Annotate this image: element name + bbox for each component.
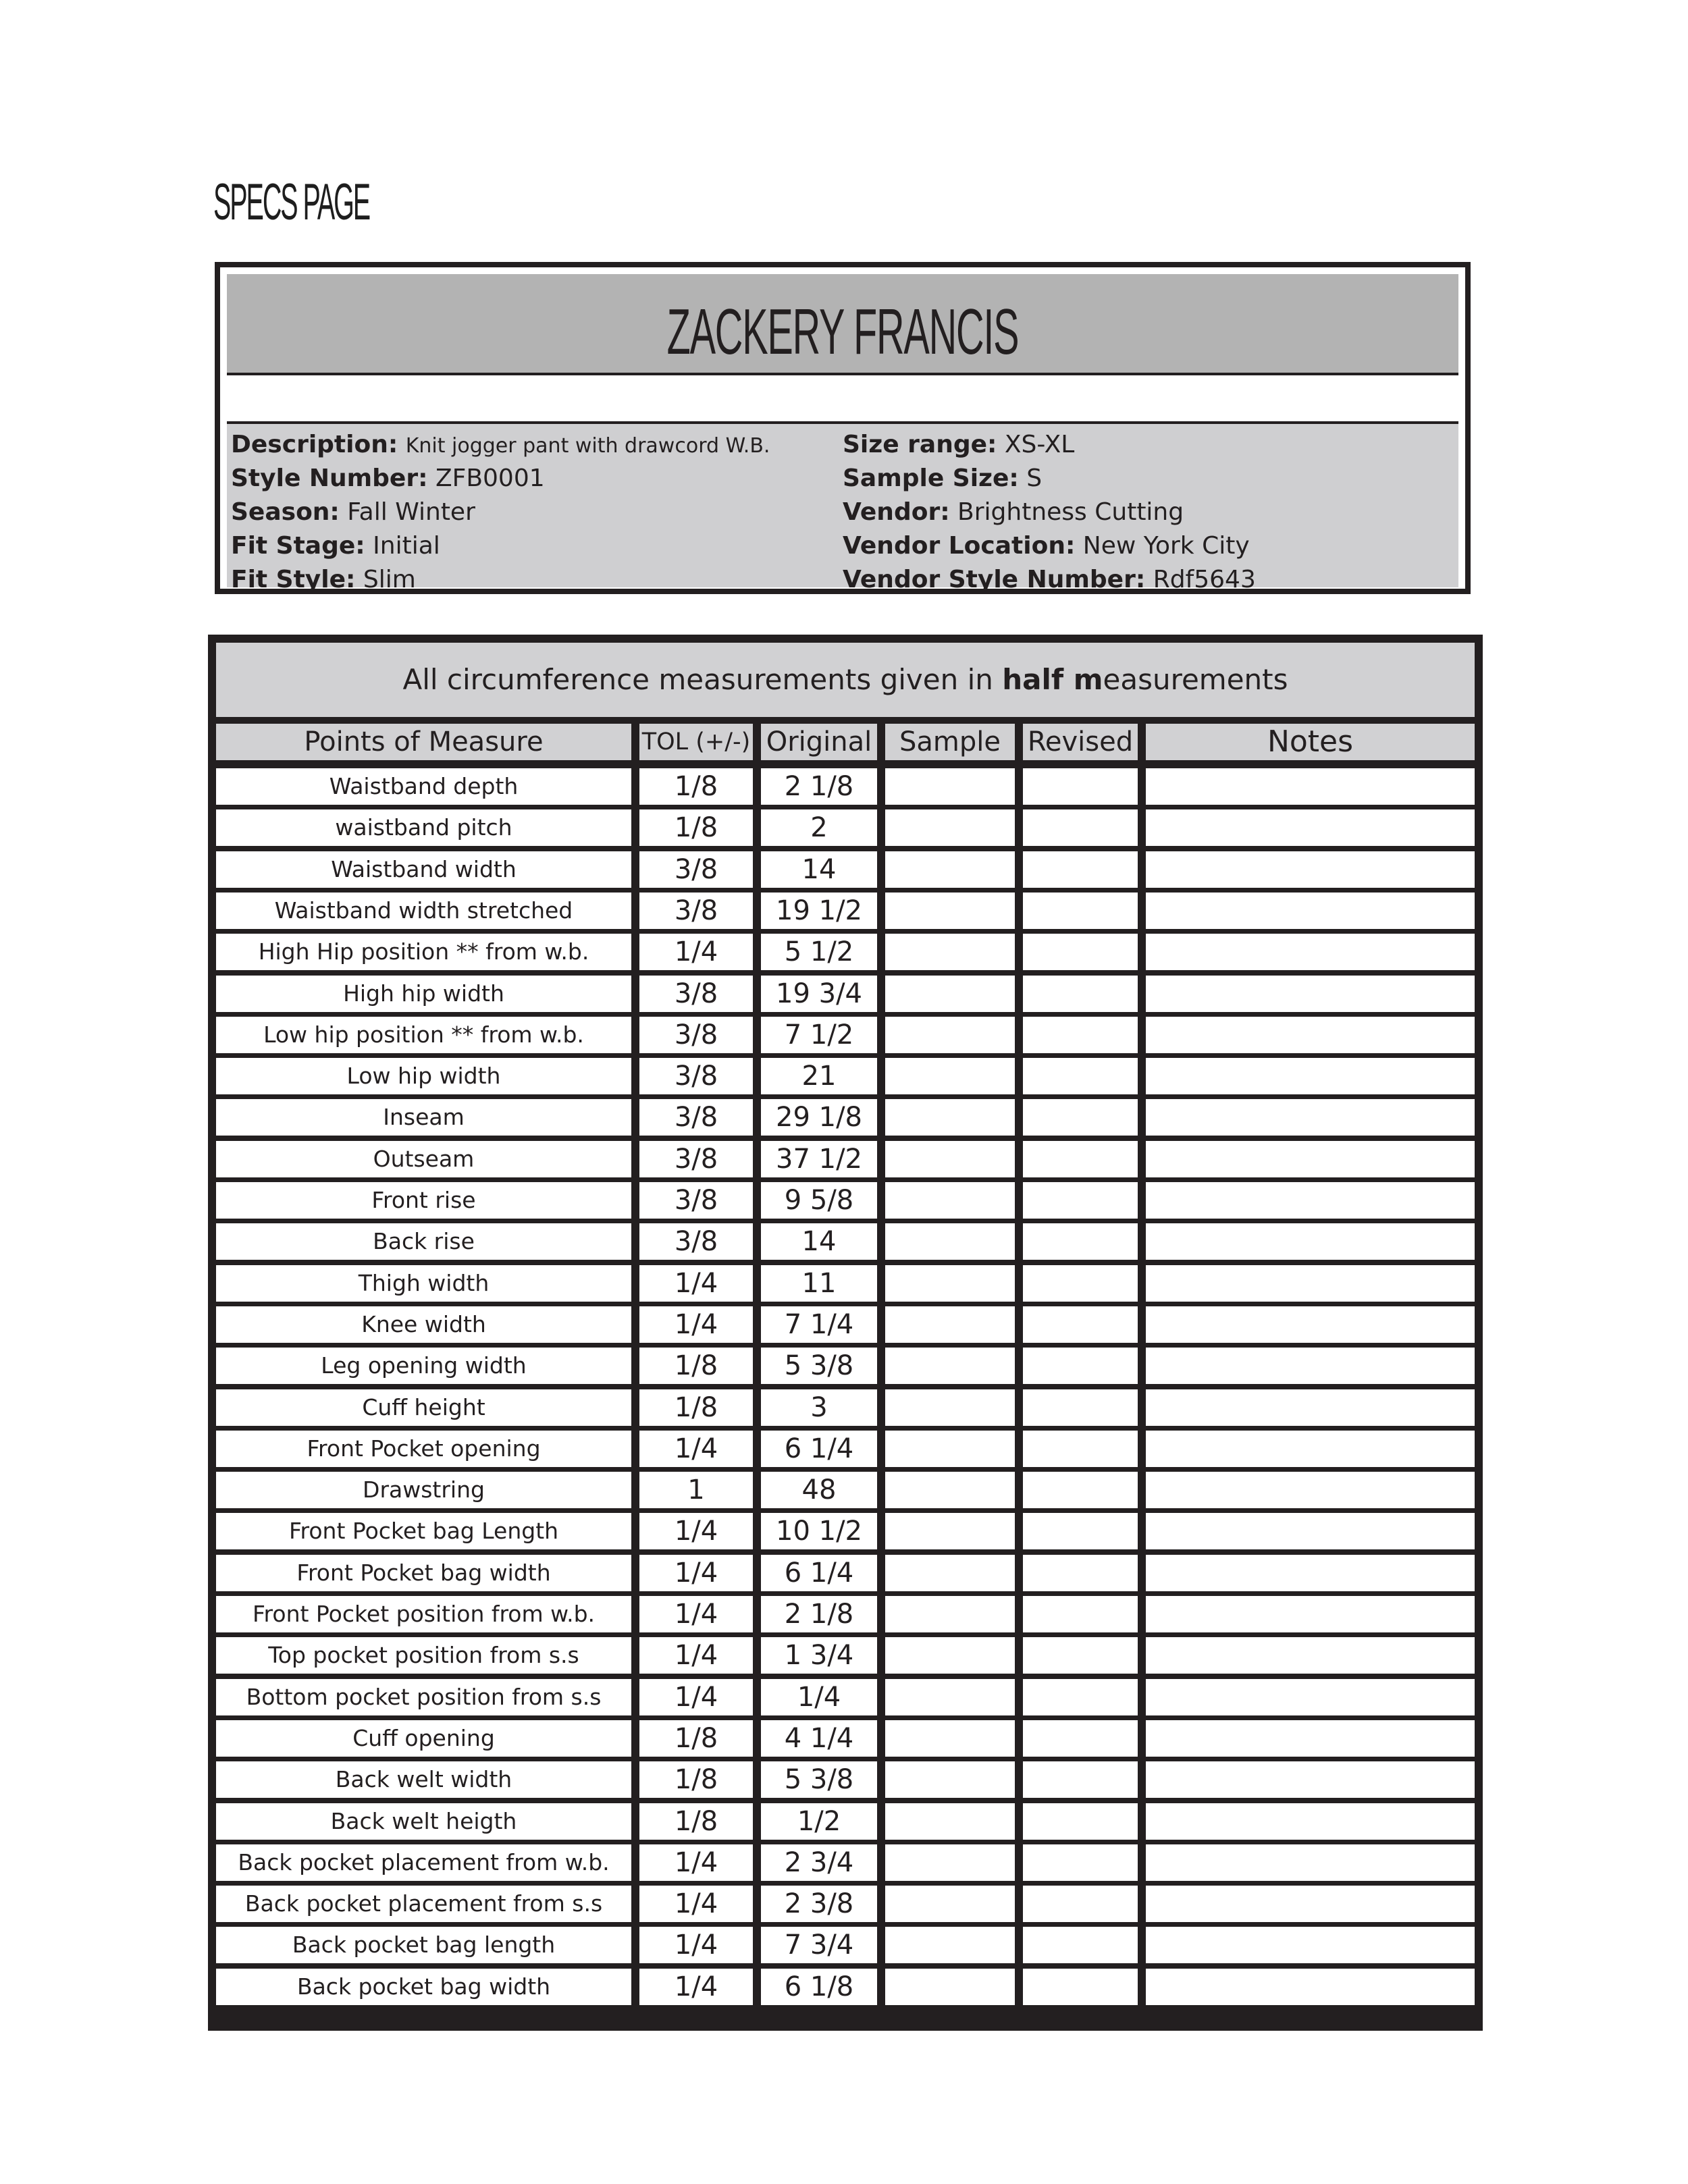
header-tolerance: TOL (+/-) bbox=[639, 724, 753, 760]
notes-input-cell[interactable] bbox=[1146, 1596, 1475, 1632]
point-of-measure-cell: Back pocket bag length bbox=[216, 1927, 631, 1963]
tolerance-cell: 1/4 bbox=[639, 1265, 753, 1302]
point-of-measure-cell: Thigh width bbox=[216, 1265, 631, 1302]
sample-input-cell[interactable] bbox=[885, 1389, 1015, 1426]
tolerance-cell: 3/8 bbox=[639, 851, 753, 888]
info-size-range bbox=[843, 428, 1256, 462]
sample-input-cell[interactable] bbox=[885, 1017, 1015, 1053]
tolerance-cell: 3/8 bbox=[639, 1141, 753, 1177]
revised-input-cell[interactable] bbox=[1023, 1761, 1138, 1798]
header-notes: Notes bbox=[1146, 724, 1475, 760]
sample-input-cell[interactable] bbox=[885, 1348, 1015, 1384]
info-value: Fall Winter bbox=[347, 498, 475, 526]
info-description bbox=[231, 428, 770, 462]
info-fit-stage bbox=[231, 529, 770, 563]
info-label: Fit Stage: bbox=[231, 532, 365, 560]
measurements-table bbox=[208, 635, 1483, 2031]
info-label: Style Number: bbox=[231, 464, 428, 492]
info-label: Description: bbox=[231, 431, 398, 458]
original-cell: 1/2 bbox=[761, 1803, 877, 1840]
original-cell: 2 1/8 bbox=[761, 1596, 877, 1632]
point-of-measure-cell: High hip width bbox=[216, 976, 631, 1012]
tolerance-cell: 3/8 bbox=[639, 1017, 753, 1053]
original-cell: 2 3/8 bbox=[761, 1886, 877, 1922]
original-cell: 11 bbox=[761, 1265, 877, 1302]
original-cell: 6 1/8 bbox=[761, 1969, 877, 2005]
point-of-measure-cell: Low hip position ** from w.b. bbox=[216, 1017, 631, 1053]
revised-input-cell[interactable] bbox=[1023, 934, 1138, 970]
point-of-measure-cell: Front Pocket bag Length bbox=[216, 1513, 631, 1549]
point-of-measure-cell: Front Pocket bag width bbox=[216, 1555, 631, 1591]
sample-input-cell[interactable] bbox=[885, 976, 1015, 1012]
sample-input-cell[interactable] bbox=[885, 1927, 1015, 1963]
notes-input-cell[interactable] bbox=[1146, 1017, 1475, 1053]
point-of-measure-cell: Waistband depth bbox=[216, 768, 631, 805]
info-vendor-location bbox=[843, 529, 1256, 563]
point-of-measure-cell: Waistband width bbox=[216, 851, 631, 888]
tolerance-cell: 1/4 bbox=[639, 1844, 753, 1881]
info-sample-size bbox=[843, 462, 1256, 496]
info-value: Initial bbox=[373, 532, 440, 560]
point-of-measure-cell: Outseam bbox=[216, 1141, 631, 1177]
info-season bbox=[231, 496, 770, 529]
point-of-measure-cell: Back rise bbox=[216, 1223, 631, 1260]
sample-input-cell[interactable] bbox=[885, 893, 1015, 929]
sample-input-cell[interactable] bbox=[885, 1596, 1015, 1632]
notes-input-cell[interactable] bbox=[1146, 1431, 1475, 1467]
revised-input-cell[interactable] bbox=[1023, 1223, 1138, 1260]
original-cell: 10 1/2 bbox=[761, 1513, 877, 1549]
info-value: Knit jogger pant with drawcord W.B. bbox=[405, 434, 770, 458]
revised-input-cell[interactable] bbox=[1023, 1844, 1138, 1881]
revised-input-cell[interactable] bbox=[1023, 1141, 1138, 1177]
point-of-measure-cell: Back welt heigth bbox=[216, 1803, 631, 1840]
original-cell: 5 3/8 bbox=[761, 1348, 877, 1384]
info-value: Rdf5643 bbox=[1153, 566, 1256, 593]
original-cell: 4 1/4 bbox=[761, 1720, 877, 1757]
original-cell: 7 1/4 bbox=[761, 1306, 877, 1343]
point-of-measure-cell: Waistband width stretched bbox=[216, 893, 631, 929]
info-fit-style bbox=[231, 563, 770, 597]
notes-input-cell[interactable] bbox=[1146, 1223, 1475, 1260]
notes-input-cell[interactable] bbox=[1146, 768, 1475, 805]
point-of-measure-cell: High Hip position ** from w.b. bbox=[216, 934, 631, 970]
point-of-measure-cell: Inseam bbox=[216, 1099, 631, 1136]
original-cell: 21 bbox=[761, 1058, 877, 1094]
revised-input-cell[interactable] bbox=[1023, 1969, 1138, 2005]
banner-bold-text: half m bbox=[1002, 663, 1103, 696]
sample-input-cell[interactable] bbox=[885, 1182, 1015, 1219]
revised-input-cell[interactable] bbox=[1023, 1472, 1138, 1508]
tolerance-cell: 1/4 bbox=[639, 1596, 753, 1632]
header-points-of-measure: Points of Measure bbox=[216, 724, 631, 760]
notes-input-cell[interactable] bbox=[1146, 1679, 1475, 1715]
measurement-note-banner bbox=[216, 643, 1475, 717]
info-label: Vendor: bbox=[843, 498, 950, 526]
original-cell: 2 3/4 bbox=[761, 1844, 877, 1881]
original-cell: 7 3/4 bbox=[761, 1927, 877, 1963]
point-of-measure-cell: Front rise bbox=[216, 1182, 631, 1219]
sample-input-cell[interactable] bbox=[885, 1844, 1015, 1881]
sample-input-cell[interactable] bbox=[885, 1720, 1015, 1757]
banner-text: All circumference measurements given in bbox=[402, 663, 1003, 696]
tolerance-cell: 1/4 bbox=[639, 1555, 753, 1591]
original-cell: 9 5/8 bbox=[761, 1182, 877, 1219]
revised-input-cell[interactable] bbox=[1023, 1431, 1138, 1467]
original-cell: 37 1/2 bbox=[761, 1141, 877, 1177]
page-title: SPECS PAGE bbox=[213, 174, 370, 231]
notes-input-cell[interactable] bbox=[1146, 1306, 1475, 1343]
point-of-measure-cell: Cuff opening bbox=[216, 1720, 631, 1757]
sample-input-cell[interactable] bbox=[885, 1637, 1015, 1674]
notes-input-cell[interactable] bbox=[1146, 1555, 1475, 1591]
info-label: Size range: bbox=[843, 431, 997, 458]
info-label: Vendor Location: bbox=[843, 532, 1076, 560]
info-vendor-style-number bbox=[843, 563, 1256, 597]
tolerance-cell: 1/8 bbox=[639, 1348, 753, 1384]
notes-input-cell[interactable] bbox=[1146, 1513, 1475, 1549]
point-of-measure-cell: Top pocket position from s.s bbox=[216, 1637, 631, 1674]
tolerance-cell: 1 bbox=[639, 1472, 753, 1508]
tolerance-cell: 1/8 bbox=[639, 1720, 753, 1757]
point-of-measure-cell: Leg opening width bbox=[216, 1348, 631, 1384]
notes-input-cell[interactable] bbox=[1146, 1348, 1475, 1384]
sample-input-cell[interactable] bbox=[885, 1679, 1015, 1715]
notes-input-cell[interactable] bbox=[1146, 1389, 1475, 1426]
revised-input-cell[interactable] bbox=[1023, 1017, 1138, 1053]
style-header-box bbox=[215, 262, 1471, 594]
original-cell: 5 1/2 bbox=[761, 934, 877, 970]
original-cell: 2 bbox=[761, 809, 877, 846]
info-value: XS-XL bbox=[1004, 431, 1075, 458]
revised-input-cell[interactable] bbox=[1023, 768, 1138, 805]
tolerance-cell: 1/4 bbox=[639, 934, 753, 970]
tolerance-cell: 3/8 bbox=[639, 1099, 753, 1136]
notes-input-cell[interactable] bbox=[1146, 1844, 1475, 1881]
notes-input-cell[interactable] bbox=[1146, 1182, 1475, 1219]
notes-input-cell[interactable] bbox=[1146, 1803, 1475, 1840]
original-cell: 29 1/8 bbox=[761, 1099, 877, 1136]
revised-input-cell[interactable] bbox=[1023, 1058, 1138, 1094]
tolerance-cell: 1/4 bbox=[639, 1306, 753, 1343]
revised-input-cell[interactable] bbox=[1023, 1927, 1138, 1963]
point-of-measure-cell: Cuff height bbox=[216, 1389, 631, 1426]
info-value: Brightness Cutting bbox=[957, 498, 1184, 526]
revised-input-cell[interactable] bbox=[1023, 1555, 1138, 1591]
revised-input-cell[interactable] bbox=[1023, 809, 1138, 846]
revised-input-cell[interactable] bbox=[1023, 1182, 1138, 1219]
banner-text-end: easurements bbox=[1103, 663, 1288, 696]
tolerance-cell: 3/8 bbox=[639, 1182, 753, 1219]
header-revised: Revised bbox=[1023, 724, 1138, 760]
notes-input-cell[interactable] bbox=[1146, 934, 1475, 970]
notes-input-cell[interactable] bbox=[1146, 1720, 1475, 1757]
info-label: Season: bbox=[231, 498, 340, 526]
style-info-area bbox=[227, 421, 1458, 593]
notes-input-cell[interactable] bbox=[1146, 1969, 1475, 2005]
notes-input-cell[interactable] bbox=[1146, 1472, 1475, 1508]
point-of-measure-cell: Low hip width bbox=[216, 1058, 631, 1094]
point-of-measure-cell: waistband pitch bbox=[216, 809, 631, 846]
revised-input-cell[interactable] bbox=[1023, 1679, 1138, 1715]
info-label: Sample Size: bbox=[843, 464, 1019, 492]
info-column-left bbox=[231, 428, 770, 597]
notes-input-cell[interactable] bbox=[1146, 1637, 1475, 1674]
brand-band bbox=[227, 274, 1458, 375]
original-cell: 2 1/8 bbox=[761, 768, 877, 805]
sample-input-cell[interactable] bbox=[885, 1803, 1015, 1840]
info-style-number bbox=[231, 462, 770, 496]
brand-name: ZACKERY FRANCIS bbox=[666, 296, 1019, 368]
notes-input-cell[interactable] bbox=[1146, 851, 1475, 888]
revised-input-cell[interactable] bbox=[1023, 976, 1138, 1012]
original-cell: 3 bbox=[761, 1389, 877, 1426]
revised-input-cell[interactable] bbox=[1023, 1803, 1138, 1840]
sample-input-cell[interactable] bbox=[885, 1472, 1015, 1508]
point-of-measure-cell: Drawstring bbox=[216, 1472, 631, 1508]
revised-input-cell[interactable] bbox=[1023, 1637, 1138, 1674]
original-cell: 1/4 bbox=[761, 1679, 877, 1715]
original-cell: 6 1/4 bbox=[761, 1555, 877, 1591]
sample-input-cell[interactable] bbox=[885, 1141, 1015, 1177]
revised-input-cell[interactable] bbox=[1023, 1348, 1138, 1384]
sample-input-cell[interactable] bbox=[885, 1555, 1015, 1591]
info-label: Fit Style: bbox=[231, 566, 356, 593]
sample-input-cell[interactable] bbox=[885, 1265, 1015, 1302]
revised-input-cell[interactable] bbox=[1023, 1886, 1138, 1922]
notes-input-cell[interactable] bbox=[1146, 809, 1475, 846]
point-of-measure-cell: Front Pocket opening bbox=[216, 1431, 631, 1467]
revised-input-cell[interactable] bbox=[1023, 1099, 1138, 1136]
tolerance-cell: 1/4 bbox=[639, 1513, 753, 1549]
notes-input-cell[interactable] bbox=[1146, 1265, 1475, 1302]
point-of-measure-cell: Back pocket placement from s.s bbox=[216, 1886, 631, 1922]
original-cell: 19 1/2 bbox=[761, 893, 877, 929]
notes-input-cell[interactable] bbox=[1146, 1141, 1475, 1177]
sample-input-cell[interactable] bbox=[885, 1058, 1015, 1094]
original-cell: 7 1/2 bbox=[761, 1017, 877, 1053]
tolerance-cell: 1/8 bbox=[639, 809, 753, 846]
sample-input-cell[interactable] bbox=[885, 934, 1015, 970]
tolerance-cell: 1/4 bbox=[639, 1969, 753, 2005]
revised-input-cell[interactable] bbox=[1023, 1513, 1138, 1549]
notes-input-cell[interactable] bbox=[1146, 1761, 1475, 1798]
notes-input-cell[interactable] bbox=[1146, 1099, 1475, 1136]
point-of-measure-cell: Front Pocket position from w.b. bbox=[216, 1596, 631, 1632]
revised-input-cell[interactable] bbox=[1023, 1720, 1138, 1757]
tolerance-cell: 1/8 bbox=[639, 1761, 753, 1798]
sample-input-cell[interactable] bbox=[885, 1513, 1015, 1549]
tolerance-cell: 3/8 bbox=[639, 976, 753, 1012]
info-label: Vendor Style Number: bbox=[843, 566, 1146, 593]
tolerance-cell: 1/4 bbox=[639, 1637, 753, 1674]
revised-input-cell[interactable] bbox=[1023, 1306, 1138, 1343]
notes-input-cell[interactable] bbox=[1146, 1886, 1475, 1922]
sample-input-cell[interactable] bbox=[885, 809, 1015, 846]
sample-input-cell[interactable] bbox=[885, 1761, 1015, 1798]
tolerance-cell: 1/4 bbox=[639, 1927, 753, 1963]
header-original: Original bbox=[761, 724, 877, 760]
revised-input-cell[interactable] bbox=[1023, 851, 1138, 888]
point-of-measure-cell: Back pocket bag width bbox=[216, 1969, 631, 2005]
tolerance-cell: 3/8 bbox=[639, 893, 753, 929]
tolerance-cell: 1/8 bbox=[639, 768, 753, 805]
original-cell: 14 bbox=[761, 851, 877, 888]
point-of-measure-cell: Back pocket placement from w.b. bbox=[216, 1844, 631, 1881]
sample-input-cell[interactable] bbox=[885, 1431, 1015, 1467]
tolerance-cell: 3/8 bbox=[639, 1223, 753, 1260]
tolerance-cell: 1/4 bbox=[639, 1886, 753, 1922]
notes-input-cell[interactable] bbox=[1146, 1058, 1475, 1094]
sample-input-cell[interactable] bbox=[885, 1969, 1015, 2005]
point-of-measure-cell: Bottom pocket position from s.s bbox=[216, 1679, 631, 1715]
notes-input-cell[interactable] bbox=[1146, 976, 1475, 1012]
revised-input-cell[interactable] bbox=[1023, 1596, 1138, 1632]
info-value: S bbox=[1026, 464, 1043, 492]
info-value: New York City bbox=[1082, 532, 1250, 560]
original-cell: 5 3/8 bbox=[761, 1761, 877, 1798]
sample-input-cell[interactable] bbox=[885, 1099, 1015, 1136]
sample-input-cell[interactable] bbox=[885, 1886, 1015, 1922]
original-cell: 6 1/4 bbox=[761, 1431, 877, 1467]
tolerance-cell: 1/8 bbox=[639, 1803, 753, 1840]
tolerance-cell: 1/4 bbox=[639, 1679, 753, 1715]
original-cell: 1 3/4 bbox=[761, 1637, 877, 1674]
info-value: Slim bbox=[363, 566, 416, 593]
notes-input-cell[interactable] bbox=[1146, 1927, 1475, 1963]
header-sample: Sample bbox=[885, 724, 1015, 760]
info-vendor bbox=[843, 496, 1256, 529]
sample-input-cell[interactable] bbox=[885, 851, 1015, 888]
sample-input-cell[interactable] bbox=[885, 1306, 1015, 1343]
info-value: ZFB0001 bbox=[435, 464, 545, 492]
tolerance-cell: 1/4 bbox=[639, 1431, 753, 1467]
info-column-right bbox=[843, 428, 1256, 597]
tolerance-cell: 3/8 bbox=[639, 1058, 753, 1094]
point-of-measure-cell: Back welt width bbox=[216, 1761, 631, 1798]
sample-input-cell[interactable] bbox=[885, 768, 1015, 805]
revised-input-cell[interactable] bbox=[1023, 1265, 1138, 1302]
sample-input-cell[interactable] bbox=[885, 1223, 1015, 1260]
point-of-measure-cell: Knee width bbox=[216, 1306, 631, 1343]
revised-input-cell[interactable] bbox=[1023, 1389, 1138, 1426]
original-cell: 19 3/4 bbox=[761, 976, 877, 1012]
original-cell: 14 bbox=[761, 1223, 877, 1260]
notes-input-cell[interactable] bbox=[1146, 893, 1475, 929]
tolerance-cell: 1/8 bbox=[639, 1389, 753, 1426]
original-cell: 48 bbox=[761, 1472, 877, 1508]
revised-input-cell[interactable] bbox=[1023, 893, 1138, 929]
